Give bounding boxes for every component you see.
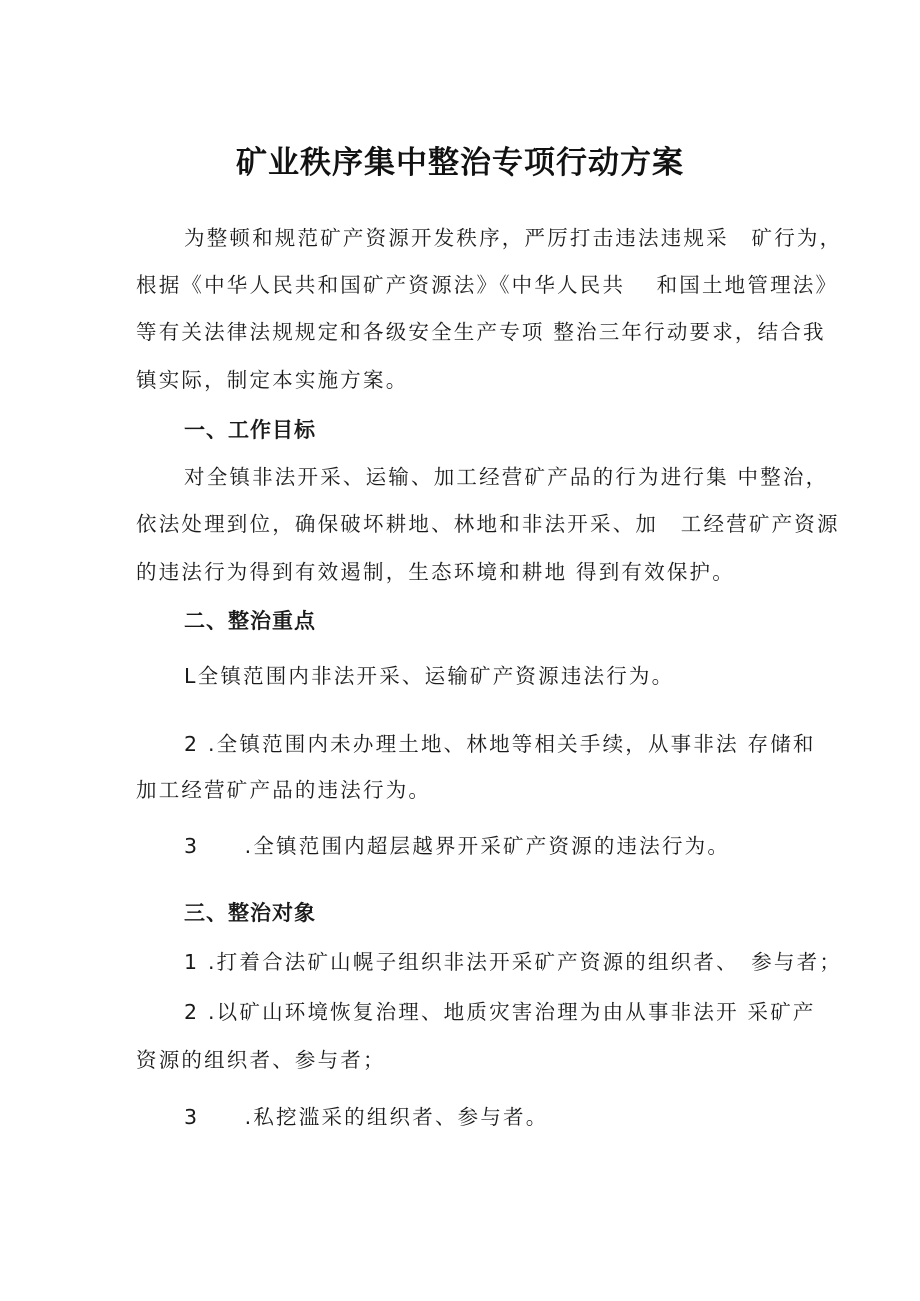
section2-item-2-line-2: 加工经营矿产品的违法行为。 — [136, 778, 432, 802]
section2-item-2-line-1: 2 .全镇范围内未办理土地、林地等相关手续，从事非法 存储和 — [184, 732, 816, 756]
section2-item-1: L全镇范围内非法开采、运输矿产资源违法行为。 — [184, 664, 675, 688]
section3-item-3: 3 .私挖滥采的组织者、参与者。 — [184, 1105, 549, 1129]
document-title: 矿业秩序集中整治专项行动方案 — [236, 145, 684, 181]
section1-line-1: 对全镇非法开采、运输、加工经营矿产品的行为进行集 中整治， — [184, 465, 829, 489]
section2-item-3: 3 .全镇范围内超层越界开采矿产资源的违法行为。 — [184, 834, 731, 858]
section-heading-targets: 三、整治对象 — [184, 901, 316, 925]
section-heading-goals: 一、工作目标 — [184, 418, 316, 442]
intro-line-1: 为整顿和规范矿产资源开发秩序，严厉打击违法违规采 矿行为， — [184, 226, 843, 250]
intro-line-2: 根据《中华人民共和国矿产资源法》《中华人民共 和国土地管理法》 — [136, 273, 839, 297]
intro-line-4: 镇实际，制定本实施方案。 — [136, 368, 409, 392]
section-heading-focus: 二、整治重点 — [184, 609, 316, 633]
intro-line-3: 等有关法律法规规定和各级安全生产专项 整治三年行动要求，结合我 — [136, 320, 826, 344]
section1-line-2: 依法处理到位，确保破坏耕地、林地和非法开采、加 工经营矿产资源 — [136, 512, 840, 536]
section3-item-2-line-1: 2 .以矿山环境恢复治理、地质灾害治理为由从事非法开 采矿产 — [184, 1000, 816, 1024]
section3-item-2-line-2: 资源的组织者、参与者； — [136, 1048, 386, 1072]
section3-item-1: 1 .打着合法矿山幌子组织非法开采矿产资源的组织者、 参与者； — [184, 950, 843, 974]
section1-line-3: 的违法行为得到有效遏制，生态环境和耕地 得到有效保护。 — [136, 560, 735, 584]
